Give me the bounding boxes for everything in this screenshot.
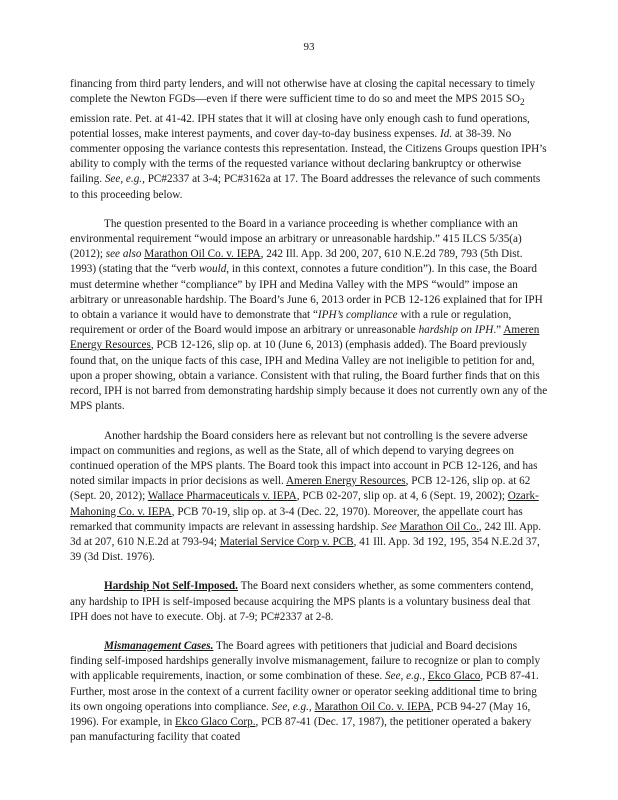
signal-see-eg: See, e.g., [271,700,312,713]
emphasis: IPH’s compliance [317,309,398,322]
text-run: with a rule or regulation, requirement or order of the Board would impose an arbitrary or unreasonable [70,309,512,337]
case-name: Ozark-Mahoning Co. v. IEPA [70,490,539,518]
emphasis: hardship on IPH [418,324,494,337]
page-number: 93 [303,41,315,53]
section-heading: Hardship Not Self-Imposed. [104,580,238,593]
text-run: , PCB 87-41 (Dec. 17, 1987), the petitioner operated a bakery pan manufacturing facility that coated [70,715,532,744]
signal-see-eg: See, e.g., [385,670,426,683]
text-run: The question presented to the Board in a variance proceeding is whether compliance with an environmental requirement “would impose an arbitrary or unreasonable hardship.” 415 ILCS 5/35(a) (2012); [70,217,522,261]
text-run: , 41 Ill. App. 3d 192, 195, 354 N.E.2d 37, 39 (3d Dist. 1976). [70,535,540,564]
text-run: , 242 Ill. App. 3d 200, 207, 610 N.E.2d 789, 793 (5th Dist. 1993) (stating that the “verb [70,248,523,276]
case-name: Marathon Oil Co. v. IEPA [144,248,261,261]
text-run: , PCB 12-126, slip op. at 62 (Sept. 20, 2012); [70,475,531,503]
case-name: Marathon Oil Co. [399,520,479,533]
paragraph-another-hardship [70,429,550,566]
case-name: Ameren Energy Resources [70,324,540,352]
signal-see: See [381,520,397,533]
text-run: at 38-39. No commenter opposing the variance contests this representation. Instead, the Citizens Groups question IPH’s ability to comply with the terms of the requested variance without declaring bankruptcy or otherwise failing. [70,127,547,186]
text-run: PC#2337 at 3-4; PC#3162a at 17. The Board addresses the relevance of such comments to this proceeding below. [70,173,541,201]
text-run: , PCB 12-126, slip op. at 10 (June 6, 2013) (emphasis added). The Board previously found that, on the unique facts of this case, IPH and Medina Valley are not ineligible to petition for and, upon a proper showing, obtain a variance. Consistent with that ruling, the Board further finds that on this record, IPH is not barred from demonstrating hardship simply because it does not currently own any of the MPS plants. [70,339,548,413]
case-name: Ameren Energy Resources [285,475,406,488]
paragraph-mismanagement [70,639,550,745]
text-run: Another hardship the Board considers here as relevant but not controlling is the severe adverse impact on communities and regions, as well as the State, all of which depend to varying degrees on continued operation of the MPS plants. The Board took this impact into account in PCB 12-126, and has noted similar impacts in prior decisions as well. [70,429,538,488]
citation-id: Id. [440,127,453,140]
text-run: , PCB 94-27 (May 16, 1996). For example, in [70,700,531,728]
subscript: 2 [520,98,525,109]
section-heading: Mismanagement Cases. [104,639,214,652]
case-name: Ekco Glaco [427,670,481,683]
paragraph-financing [70,77,550,203]
case-name: Wallace Pharmaceuticals v. IEPA [147,490,297,503]
text-run: , PCB 02-207, slip op. at 4, 6 (Sept. 19, 2002); [296,490,508,503]
text-run: , PCB 70-19, slip op. at 3-4 (Dec. 22, 1970). Moreover, the appellate court has remarked that community impacts are relevant in assessing hardship. [70,505,523,533]
text-run: financing from third party lenders, and will not otherwise have at closing the capital necessary to timely complete the Newton FGDs—even if there were sufficient time to do so and meet the MPS 2015 SO [70,78,536,106]
emphasis: would [198,263,227,276]
text-run: .” [493,324,504,337]
text-run: The Board agrees with petitioners that judicial and Board decisions finding self-imposed hardships generally involve mismanagement, failure to recognize or plan to comply with applicable requirements, inaction, or some combination of these. [70,639,541,683]
paragraph-question-presented [70,217,550,415]
text-run: emission rate. Pet. at 41-42. IPH states that it will at closing have only enough cash to fund operations, potential losses, make interest payments, and cover day-to-day business expenses. [70,112,530,140]
paragraph-not-self-imposed [70,579,550,625]
text-run: , PCB 87-41. Further, most arose in the context of a current facility owner or operator seeking additional time to bring its own ongoing operations into compliance. [70,670,539,713]
signal-see-also: see also [105,248,142,261]
case-name: Marathon Oil Co. v. IEPA [314,700,431,713]
signal-see-eg: See, e.g., [104,173,145,186]
text-run: , in this context, connotes a future condition”). In this case, the Board must determine whether “compliance” by IPH and Medina Valley with the MPS “would” impose an arbitrary or unreasonable hardship. The Board’s June 6, 2013 order in PCB 12-126 explained that for IPH to obtain a variance it would have to demonstrate that “ [70,263,543,322]
case-name: Ekco Glaco Corp. [175,715,256,728]
case-name: Material Service Corp v. PCB [219,535,354,548]
document-body [70,77,550,759]
text-run: The Board next considers whether, as some commenters contend, any hardship to IPH is self-imposed because acquiring the MPS plants is a voluntary business deal that IPH does not have to execute. Obj. at 7-9; PC#2337 at 2-8. [70,580,534,623]
text-run: , 242 Ill. App. 3d at 207, 610 N.E.2d at 793-94; [70,520,542,548]
